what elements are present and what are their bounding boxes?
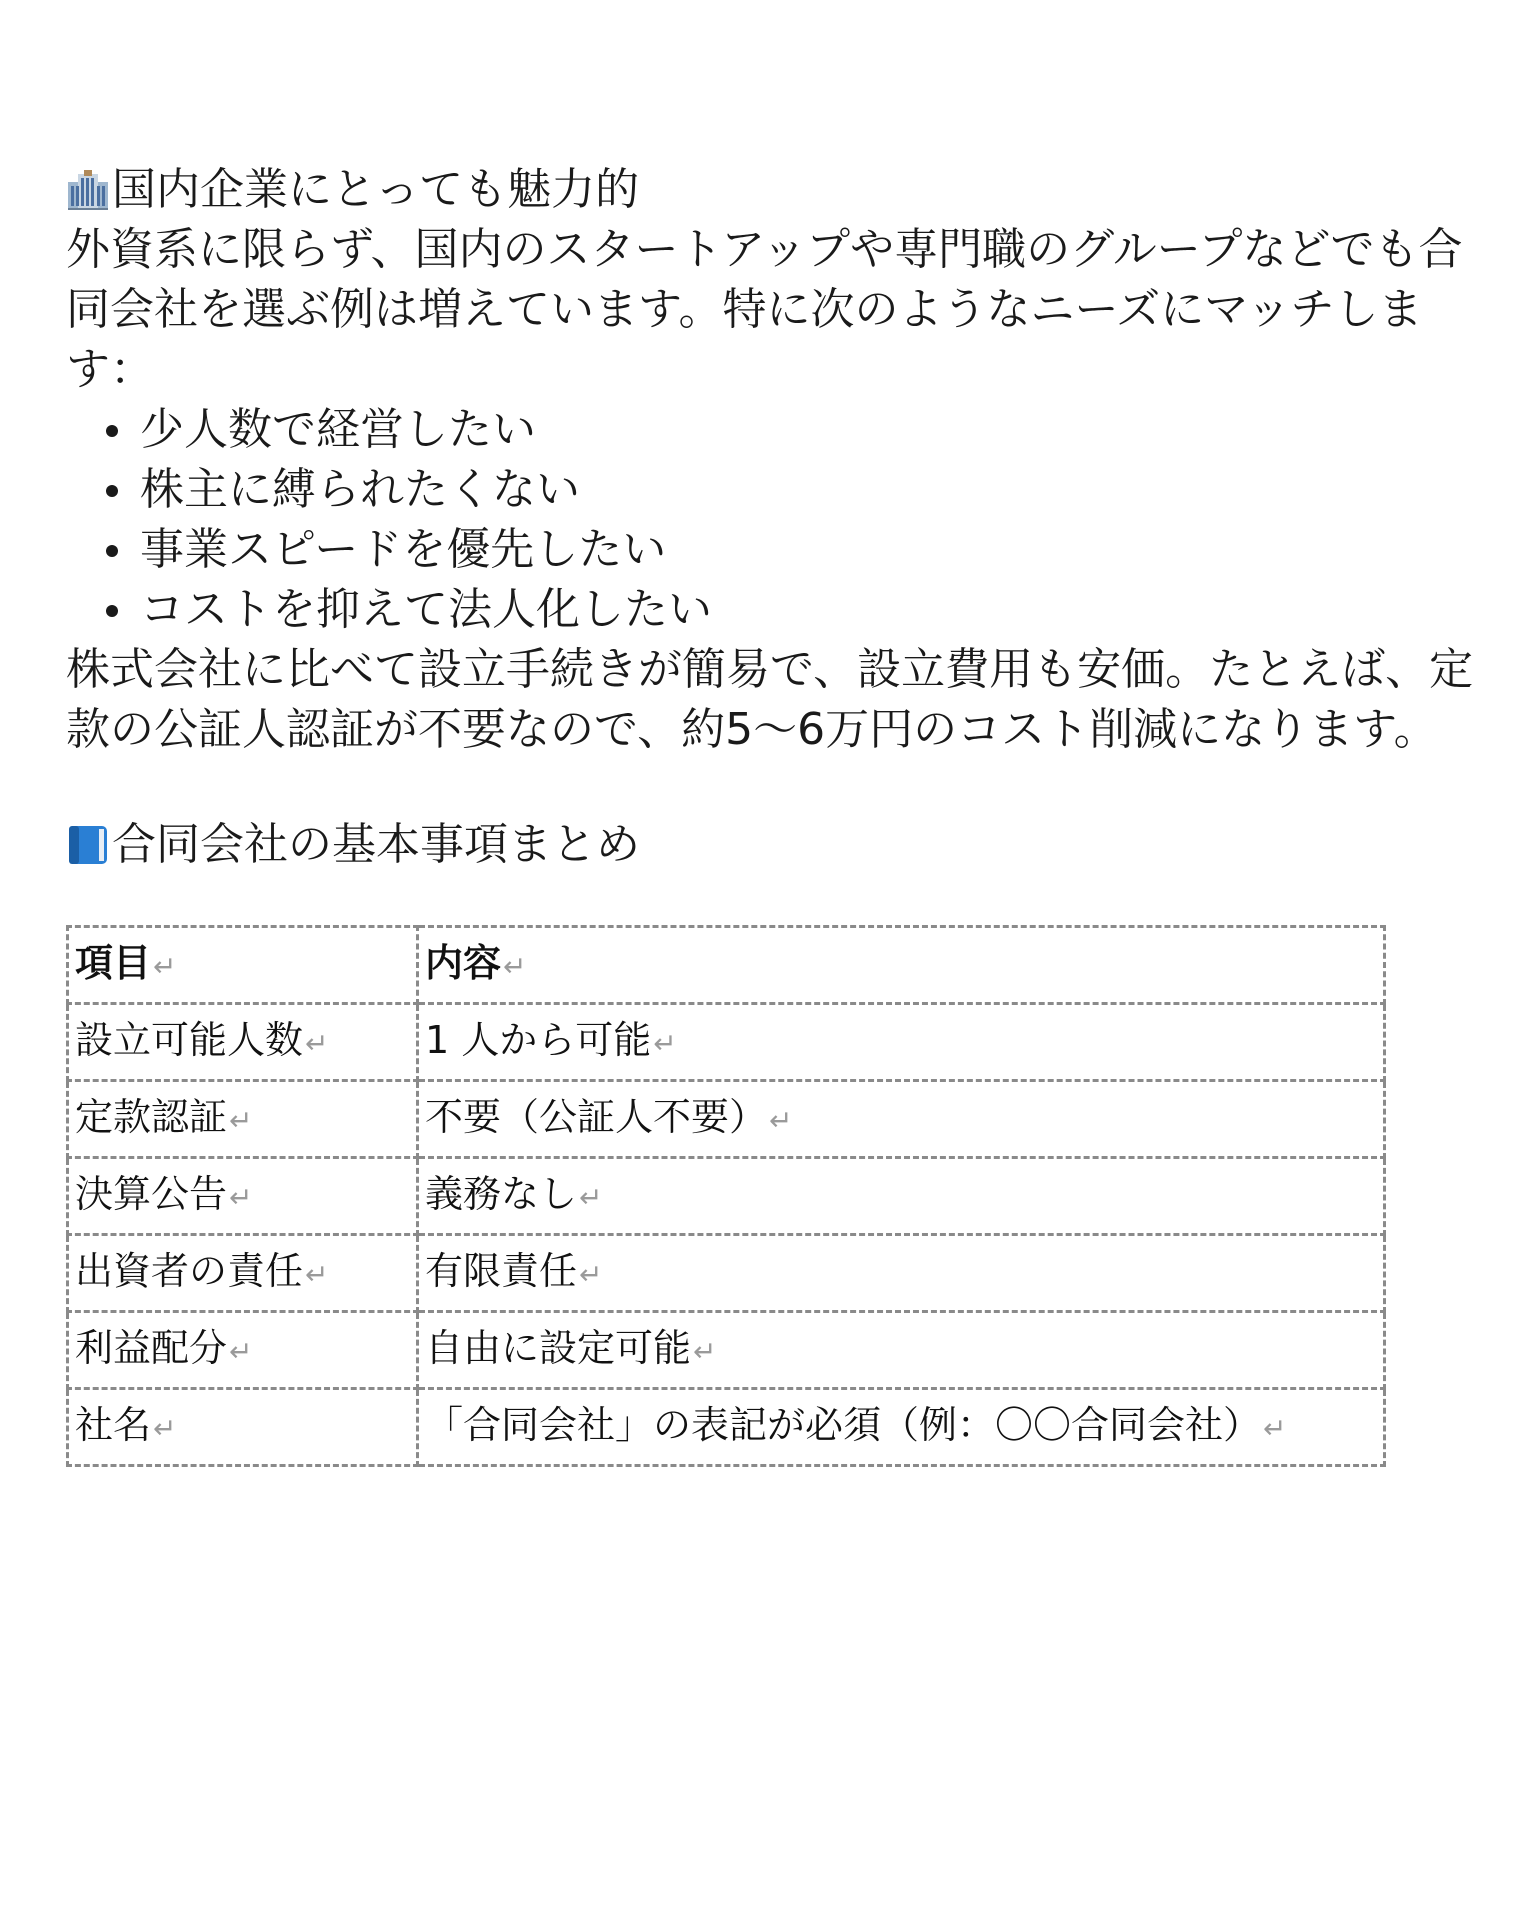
- table-row: [68, 1312, 1385, 1389]
- return-mark: ↵: [305, 1027, 329, 1060]
- table-cell: 社名↵: [68, 1389, 418, 1466]
- section-heading-summary: [66, 815, 1486, 875]
- return-mark: ↵: [229, 1181, 253, 1214]
- intro-paragraph: 外資系に限らず、国内のスタートアップや専門職のグループなどでも合同会社を選ぶ例は増えています。特に次のようなニーズにマッチします：: [66, 224, 1463, 395]
- summary-table: [66, 925, 1386, 1467]
- return-mark: ↵: [229, 1104, 253, 1137]
- needs-list: [66, 400, 1486, 640]
- table-cell: 設立可能人数↵: [68, 1004, 418, 1081]
- return-mark: ↵: [693, 1335, 717, 1368]
- section-heading-text: 国内企業にとっても魅力的: [112, 164, 640, 215]
- table-cell: 「合同会社」の表記が必須（例：〇〇合同会社）↵: [418, 1389, 1385, 1466]
- table-header-cell: 内容↵: [418, 927, 1385, 1004]
- article-content: [66, 160, 1486, 1467]
- table-header-cell: 項目↵: [68, 927, 418, 1004]
- table-row: [68, 1158, 1385, 1235]
- return-mark: ↵: [1263, 1412, 1287, 1445]
- return-mark: ↵: [579, 1181, 603, 1214]
- table-cell: 自由に設定可能↵: [418, 1312, 1385, 1389]
- return-mark: ↵: [229, 1335, 253, 1368]
- list-item: 株主に縛られたくない: [66, 460, 1486, 520]
- office-building-icon: [66, 168, 110, 212]
- table-row: [68, 1389, 1385, 1466]
- return-mark: ↵: [503, 950, 527, 983]
- table-cell: 定款認証↵: [68, 1081, 418, 1158]
- table-cell: 有限責任↵: [418, 1235, 1385, 1312]
- table-cell: 出資者の責任↵: [68, 1235, 418, 1312]
- return-mark: ↵: [153, 1412, 177, 1445]
- return-mark: ↵: [305, 1258, 329, 1291]
- table-row: [68, 1081, 1385, 1158]
- list-item: 事業スピードを優先したい: [66, 520, 1486, 580]
- list-item: コストを抑えて法人化したい: [66, 580, 1486, 640]
- table-row: [68, 1235, 1385, 1312]
- return-mark: ↵: [579, 1258, 603, 1291]
- table-cell: 義務なし↵: [418, 1158, 1385, 1235]
- blue-book-icon: [66, 823, 110, 867]
- closing-paragraph: 株式会社に比べて設立手続きが簡易で、設立費用も安価。たとえば、定款の公証人認証が不要なので、約5〜6万円のコスト削減になります。: [66, 644, 1474, 755]
- return-mark: ↵: [769, 1104, 793, 1137]
- section-heading-domestic: [66, 160, 1486, 220]
- table-header-row: [68, 927, 1385, 1004]
- table-cell: 不要（公証人不要）↵: [418, 1081, 1385, 1158]
- return-mark: ↵: [153, 950, 177, 983]
- section-heading-text: 合同会社の基本事項まとめ: [112, 819, 640, 870]
- list-item: 少人数で経営したい: [66, 400, 1486, 460]
- table-row: [68, 1004, 1385, 1081]
- table-cell: 利益配分↵: [68, 1312, 418, 1389]
- table-cell: 決算公告↵: [68, 1158, 418, 1235]
- return-mark: ↵: [653, 1027, 677, 1060]
- table-cell: 1 人から可能↵: [418, 1004, 1385, 1081]
